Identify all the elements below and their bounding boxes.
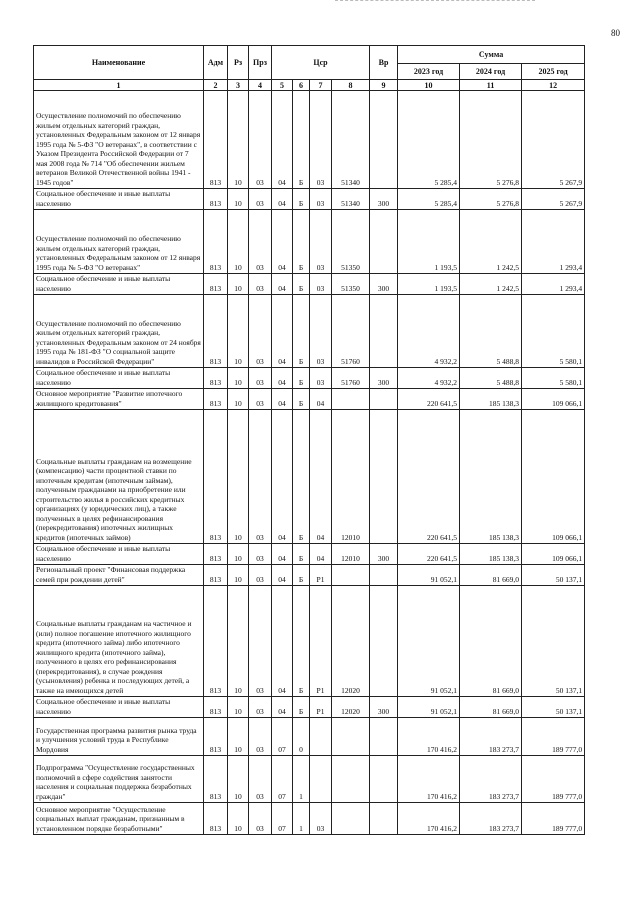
csr-program-cell: 04 [272, 410, 293, 544]
column-number: 8 [332, 80, 370, 91]
rz-cell: 10 [228, 295, 249, 368]
csr-direction-cell: 51760 [332, 368, 370, 389]
sum-2025-cell: 189 777,0 [522, 803, 585, 835]
column-number: 10 [398, 80, 460, 91]
table-row [34, 295, 585, 368]
adm-cell: 813 [204, 565, 228, 586]
sum-2023-cell: 1 193,5 [398, 274, 460, 295]
sum-2024-cell: 81 669,0 [460, 697, 522, 718]
prz-cell: 03 [249, 91, 272, 189]
row-name-cell: Региональный проект "Финансовая поддержка семей при рождении детей" [34, 565, 204, 586]
rz-cell: 10 [228, 189, 249, 210]
vr-cell: 300 [370, 697, 398, 718]
row-name-cell: Подпрограмма "Осуществление государственных полномочий в сфере содействия занятости населения и социальная поддержка безработных граждан" [34, 756, 204, 803]
column-number: 3 [228, 80, 249, 91]
csr-event-cell: 03 [310, 189, 332, 210]
table-row [34, 718, 585, 756]
header-csr: Цср [272, 46, 370, 80]
csr-subprogram-cell: Б [293, 410, 310, 544]
csr-direction-cell [332, 803, 370, 835]
sum-2025-cell: 5 580,1 [522, 295, 585, 368]
csr-direction-cell [332, 389, 370, 410]
prz-cell: 03 [249, 565, 272, 586]
table-row [34, 368, 585, 389]
sum-2024-cell: 183 273,7 [460, 718, 522, 756]
sum-2024-cell: 183 273,7 [460, 756, 522, 803]
csr-subprogram-cell: Б [293, 91, 310, 189]
vr-cell [370, 565, 398, 586]
sum-2023-cell: 91 052,1 [398, 586, 460, 697]
adm-cell: 813 [204, 91, 228, 189]
csr-event-cell: 03 [310, 295, 332, 368]
sum-2023-cell: 91 052,1 [398, 565, 460, 586]
csr-program-cell: 07 [272, 803, 293, 835]
table-row [34, 544, 585, 565]
sum-2025-cell: 1 293,4 [522, 274, 585, 295]
row-name-cell: Осуществление полномочий по обеспечению жильем отдельных категорий граждан, установленных Федеральным законом от 24 ноября 1995 года № 181-ФЗ "О социальной защите инвалидов в Российской Федерации" [34, 295, 204, 368]
row-name-cell: Социальные выплаты гражданам на частичное и (или) полное погашение ипотечного жилищного кредита (ипотечного займа) либо ипотечного жилищного кредита (ипотечного займа), полученного в целях его рефинансирования (перекредитования), в случае рождения (усыновления) ребенка и последующих детей, а также на имеющихся детей [34, 586, 204, 697]
csr-event-cell: 03 [310, 210, 332, 274]
adm-cell: 813 [204, 189, 228, 210]
sum-2025-cell: 5 267,9 [522, 189, 585, 210]
row-name-cell: Социальное обеспечение и иные выплаты населению [34, 274, 204, 295]
sum-2023-cell: 170 416,2 [398, 803, 460, 835]
sum-2024-cell: 185 138,3 [460, 389, 522, 410]
header-vr: Вр [370, 46, 398, 80]
sum-2024-cell: 5 276,8 [460, 189, 522, 210]
table-row [34, 697, 585, 718]
csr-subprogram-cell: Б [293, 210, 310, 274]
sum-2023-cell: 170 416,2 [398, 718, 460, 756]
prz-cell: 03 [249, 756, 272, 803]
csr-subprogram-cell: 1 [293, 756, 310, 803]
adm-cell: 813 [204, 756, 228, 803]
table-row [34, 756, 585, 803]
column-number: 6 [293, 80, 310, 91]
vr-cell [370, 718, 398, 756]
csr-direction-cell: 12010 [332, 544, 370, 565]
csr-subprogram-cell: 1 [293, 803, 310, 835]
header-prz: Прз [249, 46, 272, 80]
csr-event-cell: 03 [310, 803, 332, 835]
adm-cell: 813 [204, 410, 228, 544]
csr-direction-cell: 51350 [332, 274, 370, 295]
csr-subprogram-cell: Б [293, 586, 310, 697]
rz-cell: 10 [228, 210, 249, 274]
table-row [34, 389, 585, 410]
header-year-2025: 2025 год [522, 64, 585, 80]
prz-cell: 03 [249, 544, 272, 565]
vr-cell: 300 [370, 274, 398, 295]
sum-2023-cell: 220 641,5 [398, 389, 460, 410]
row-name-cell: Осуществление полномочий по обеспечению жильем отдельных категорий граждан, установленных Федеральным законом от 12 января 1995 года № 5-ФЗ "О ветеранах" [34, 210, 204, 274]
csr-event-cell: 03 [310, 368, 332, 389]
sum-2025-cell: 189 777,0 [522, 756, 585, 803]
csr-program-cell: 04 [272, 389, 293, 410]
row-name-cell: Государственная программа развития рынка труда и улучшения условий труда в Республике Мордовия [34, 718, 204, 756]
sum-2023-cell: 5 285,4 [398, 189, 460, 210]
csr-program-cell: 04 [272, 91, 293, 189]
csr-event-cell: 04 [310, 410, 332, 544]
csr-subprogram-cell: Б [293, 274, 310, 295]
rz-cell: 10 [228, 410, 249, 544]
sum-2024-cell: 5 276,8 [460, 91, 522, 189]
scan-top-edge [335, 0, 535, 2]
header-adm: Адм [204, 46, 228, 80]
vr-cell [370, 389, 398, 410]
table-row [34, 210, 585, 274]
rz-cell: 10 [228, 368, 249, 389]
sum-2025-cell: 109 066,1 [522, 389, 585, 410]
prz-cell: 03 [249, 368, 272, 389]
rz-cell: 10 [228, 544, 249, 565]
prz-cell: 03 [249, 803, 272, 835]
csr-program-cell: 07 [272, 756, 293, 803]
prz-cell: 03 [249, 410, 272, 544]
csr-program-cell: 04 [272, 274, 293, 295]
csr-subprogram-cell: Б [293, 295, 310, 368]
row-name-cell: Социальные выплаты гражданам на возмещение (компенсацию) части процентной ставки по ипотечным кредитам (ипотечным займам), полученным гражданами на приобретение или строительство жилья в российских кредитных организациях (у юридических лиц), а также полученных в целях рефинансирования (перекредитования) ипотечных жилищных кредитов (ипотечных займов) [34, 410, 204, 544]
table-row [34, 586, 585, 697]
sum-2025-cell: 5 267,9 [522, 91, 585, 189]
page-number: 80 [611, 28, 620, 38]
rz-cell: 10 [228, 718, 249, 756]
prz-cell: 03 [249, 718, 272, 756]
adm-cell: 813 [204, 718, 228, 756]
header-sum: Сумма [398, 46, 585, 64]
sum-2025-cell: 5 580,1 [522, 368, 585, 389]
prz-cell: 03 [249, 295, 272, 368]
adm-cell: 813 [204, 389, 228, 410]
csr-direction-cell: 12020 [332, 586, 370, 697]
column-number: 4 [249, 80, 272, 91]
row-name-cell: Социальное обеспечение и иные выплаты населению [34, 697, 204, 718]
csr-event-cell [310, 718, 332, 756]
row-name-cell: Социальное обеспечение и иные выплаты населению [34, 368, 204, 389]
adm-cell: 813 [204, 803, 228, 835]
column-number: 5 [272, 80, 293, 91]
sum-2023-cell: 220 641,5 [398, 410, 460, 544]
csr-event-cell: 04 [310, 544, 332, 565]
header-name: Наименование [34, 46, 204, 80]
vr-cell [370, 295, 398, 368]
sum-2024-cell: 81 669,0 [460, 586, 522, 697]
adm-cell: 813 [204, 697, 228, 718]
csr-event-cell: 04 [310, 389, 332, 410]
vr-cell: 300 [370, 544, 398, 565]
table-row [34, 274, 585, 295]
csr-direction-cell: 51340 [332, 189, 370, 210]
header-year-2024: 2024 год [460, 64, 522, 80]
rz-cell: 10 [228, 565, 249, 586]
column-number: 2 [204, 80, 228, 91]
csr-subprogram-cell: Б [293, 565, 310, 586]
row-name-cell: Социальное обеспечение и иные выплаты населению [34, 189, 204, 210]
adm-cell: 813 [204, 210, 228, 274]
sum-2023-cell: 5 285,4 [398, 91, 460, 189]
sum-2025-cell: 50 137,1 [522, 586, 585, 697]
row-name-cell: Основное мероприятие "Осуществление социальных выплат гражданам, признанным в установленном порядке безработными" [34, 803, 204, 835]
csr-subprogram-cell: Б [293, 389, 310, 410]
sum-2024-cell: 185 138,3 [460, 544, 522, 565]
vr-cell [370, 803, 398, 835]
csr-program-cell: 04 [272, 565, 293, 586]
column-number: 12 [522, 80, 585, 91]
prz-cell: 03 [249, 697, 272, 718]
vr-cell [370, 91, 398, 189]
sum-2024-cell: 1 242,5 [460, 274, 522, 295]
rz-cell: 10 [228, 803, 249, 835]
header-year-2023: 2023 год [398, 64, 460, 80]
sum-2025-cell: 50 137,1 [522, 697, 585, 718]
vr-cell [370, 756, 398, 803]
sum-2023-cell: 220 641,5 [398, 544, 460, 565]
budget-table [33, 45, 585, 835]
sum-2024-cell: 1 242,5 [460, 210, 522, 274]
csr-direction-cell [332, 756, 370, 803]
row-name-cell: Социальное обеспечение и иные выплаты населению [34, 544, 204, 565]
sum-2025-cell: 189 777,0 [522, 718, 585, 756]
csr-direction-cell: 12020 [332, 697, 370, 718]
adm-cell: 813 [204, 586, 228, 697]
sum-2023-cell: 170 416,2 [398, 756, 460, 803]
csr-program-cell: 04 [272, 586, 293, 697]
csr-direction-cell: 51340 [332, 91, 370, 189]
sum-2024-cell: 185 138,3 [460, 410, 522, 544]
prz-cell: 03 [249, 210, 272, 274]
adm-cell: 813 [204, 295, 228, 368]
sum-2025-cell: 50 137,1 [522, 565, 585, 586]
prz-cell: 03 [249, 189, 272, 210]
adm-cell: 813 [204, 274, 228, 295]
rz-cell: 10 [228, 697, 249, 718]
vr-cell [370, 586, 398, 697]
sum-2025-cell: 109 066,1 [522, 410, 585, 544]
rz-cell: 10 [228, 756, 249, 803]
column-number: 1 [34, 80, 204, 91]
csr-event-cell: 03 [310, 274, 332, 295]
sum-2024-cell: 5 488,8 [460, 295, 522, 368]
csr-program-cell: 07 [272, 718, 293, 756]
row-name-cell: Основное мероприятие "Развитие ипотечного жилищного кредитования" [34, 389, 204, 410]
sum-2023-cell: 91 052,1 [398, 697, 460, 718]
sum-2024-cell: 81 669,0 [460, 565, 522, 586]
csr-event-cell [310, 756, 332, 803]
csr-subprogram-cell: Б [293, 368, 310, 389]
csr-subprogram-cell: 0 [293, 718, 310, 756]
sum-2023-cell: 4 932,2 [398, 368, 460, 389]
vr-cell [370, 410, 398, 544]
table-row [34, 803, 585, 835]
header-rz: Рз [228, 46, 249, 80]
vr-cell: 300 [370, 368, 398, 389]
csr-event-cell: P1 [310, 565, 332, 586]
row-name-cell: Осуществление полномочий по обеспечению жильем отдельных категорий граждан, установленных Федеральным законом от 12 января 1995 года № 5-ФЗ "О ветеранах", в соответствии с Указом Президента Российской Федерации от 7 мая 2008 года № 714 "Об обеспечении жильем ветеранов Великой Отечественной войны 1941 - 1945 годов" [34, 91, 204, 189]
csr-subprogram-cell: Б [293, 697, 310, 718]
vr-cell [370, 210, 398, 274]
table-row [34, 410, 585, 544]
rz-cell: 10 [228, 91, 249, 189]
csr-program-cell: 04 [272, 295, 293, 368]
csr-program-cell: 04 [272, 544, 293, 565]
adm-cell: 813 [204, 544, 228, 565]
table-row [34, 189, 585, 210]
column-number: 9 [370, 80, 398, 91]
csr-direction-cell: 51760 [332, 295, 370, 368]
csr-direction-cell: 51350 [332, 210, 370, 274]
sum-2025-cell: 1 293,4 [522, 210, 585, 274]
sum-2024-cell: 183 273,7 [460, 803, 522, 835]
csr-direction-cell: 12010 [332, 410, 370, 544]
prz-cell: 03 [249, 274, 272, 295]
csr-subprogram-cell: Б [293, 189, 310, 210]
csr-event-cell: P1 [310, 586, 332, 697]
column-number-row [34, 80, 585, 91]
sum-2023-cell: 4 932,2 [398, 295, 460, 368]
sum-2024-cell: 5 488,8 [460, 368, 522, 389]
csr-program-cell: 04 [272, 697, 293, 718]
csr-program-cell: 04 [272, 368, 293, 389]
csr-subprogram-cell: Б [293, 544, 310, 565]
csr-direction-cell [332, 565, 370, 586]
table-row [34, 565, 585, 586]
csr-direction-cell [332, 718, 370, 756]
csr-event-cell: P1 [310, 697, 332, 718]
prz-cell: 03 [249, 586, 272, 697]
table-row [34, 91, 585, 189]
sum-2025-cell: 109 066,1 [522, 544, 585, 565]
vr-cell: 300 [370, 189, 398, 210]
column-number: 7 [310, 80, 332, 91]
sum-2023-cell: 1 193,5 [398, 210, 460, 274]
csr-event-cell: 03 [310, 91, 332, 189]
rz-cell: 10 [228, 274, 249, 295]
prz-cell: 03 [249, 389, 272, 410]
csr-program-cell: 04 [272, 189, 293, 210]
csr-program-cell: 04 [272, 210, 293, 274]
column-number: 11 [460, 80, 522, 91]
adm-cell: 813 [204, 368, 228, 389]
rz-cell: 10 [228, 586, 249, 697]
rz-cell: 10 [228, 389, 249, 410]
